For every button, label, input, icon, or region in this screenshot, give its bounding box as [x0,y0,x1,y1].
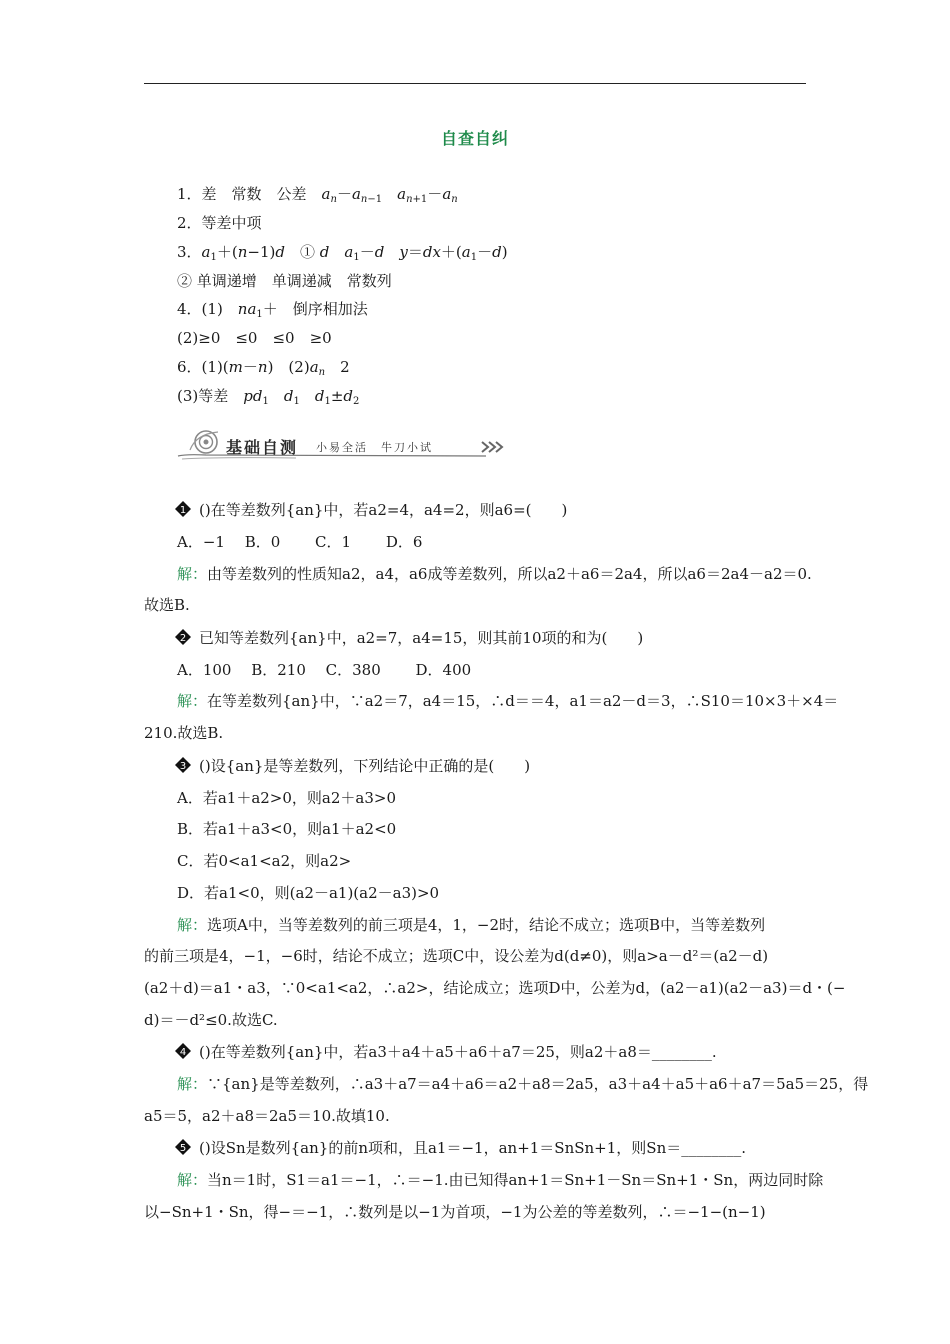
question-stem: ()设Sn是数列{an}的前n项和，且a1＝−1，an+1＝SnSn+1，则Sn＝________. [199,1139,746,1157]
svg-text:5: 5 [179,1143,187,1154]
answer-text: (3)等差 [177,387,244,405]
answer-line-6 [177,328,332,348]
solution-label: 解： [177,565,208,583]
diamond-5-icon [175,1139,191,1155]
q4-solution-1 [177,1074,868,1094]
question-5 [177,1138,746,1158]
q3-solution-4: d)＝－d²≤0.故选C. [144,1011,278,1029]
section-banner [176,426,506,464]
diamond-3-icon [175,757,191,773]
diamond-1-icon [175,501,191,517]
header-rule [144,83,806,84]
solution-text: 选项A中，当等差数列的前三项是4，1，−2时，结论不成立；选项B中，当等差数列 [207,916,766,934]
solution-text: ∵{an}是等差数列，∴a3＋a7＝a4＋a6＝a2＋a8＝2a5，a3＋a4＋a5＋a6＋a7＝5a5＝25，得 [207,1075,869,1093]
q2-solution-1 [177,691,838,711]
answer-text: 3． [177,243,202,261]
svg-text:4: 4 [179,1047,187,1058]
q2-solution-2: 210.故选B. [144,724,224,742]
answer-text: 1．差 常数 公差 [177,185,322,203]
q3-solution-2: 的前三项是4，−1，−6时，结论不成立；选项C中，设公差为d(d≠0)，则a>a－d²＝(a2－d) [144,947,769,965]
section-title: 自查自纠 [440,129,509,148]
solution-label: 解： [177,1075,208,1093]
q3-solution-1 [177,915,765,935]
question-stem: ()在等差数列{an}中，若a2=4，a4=2，则a6=( ) [199,501,568,519]
banner-title: 基础自测 [226,438,299,457]
answer-line-7: 6．(1)(m－n) $(2)a_n$ 2 [177,358,350,378]
answer-text: 2．等差中项 [177,214,262,232]
answer-text: ② 单调递增 单调递减 常数列 [177,272,392,290]
q5-solution-2: 以−Sn+1・Sn，得−＝−1，∴数列是以−1为首项，−1为公差的等差数列，∴＝−1−(n−1) [144,1203,766,1221]
diamond-4-icon [175,1043,191,1059]
solution-text: 在等差数列{an}中，∵a2＝7，a4＝15，∴d＝＝4，a1＝a2－d＝3，∴S10＝10×3＋×4＝ [207,692,839,710]
answer-line-2 [177,213,262,233]
banner-subtitle: 小易全活 牛刀小试 [316,441,433,454]
q2-options: A．100 B．210 C．380 D．400 [177,661,472,679]
question-stem: ()设{an}是等差数列，下列结论中正确的是( ) [199,757,531,775]
question-4 [177,1042,717,1062]
q4-solution-2: a5＝5，a2＋a8＝2a5＝10.故填10. [144,1107,390,1125]
q1-solution-2: 故选B. [144,596,190,614]
question-stem: 已知等差数列{an}中，a2=7，a4=15，则其前10项的和为( ) [199,629,644,647]
answer-text: 4．(1) [177,300,238,318]
q5-solution-1 [177,1170,823,1190]
question-2 [177,628,643,648]
q3-option-d: D．若a1<0，则(a2－a1)(a2－a3)>0 [177,884,440,902]
q1-solution-1 [177,564,812,584]
answer-text: 6．(1)( [177,358,229,376]
svg-text:1: 1 [179,505,187,516]
q3-solution-3: (a2＋d)＝a1・a3，∵0<a1<a2，∴a2>，结论成立；选项D中，公差为d，(a2－a1)(a2－a3)＝d・(− [144,979,846,997]
solution-label: 解： [177,1171,208,1189]
diamond-2-icon [175,629,191,645]
question-stem: ()在等差数列{an}中，若a3＋a4＋a5＋a6＋a7＝25，则a2＋a8＝________. [199,1043,717,1061]
solution-text: 当n＝1时，S1＝a1＝−1，∴＝−1.由已知得an+1＝Sn+1－Sn＝Sn+1・Sn，两边同时除 [207,1171,824,1189]
answer-line-8: (3)等差 $pd_1$ $d_1$ $d_1\pm d_2$ [177,387,360,407]
solution-label: 解： [177,692,208,710]
answer-line-1: 1．差 常数 公差 $a_n-a_{n-1}$ $a_{n+1}-a_n$ [177,185,458,205]
svg-text:3: 3 [179,761,187,772]
answer-line-5: 4．(1) $na_1+$ 倒序相加法 [177,300,368,320]
q1-options: A．−1 B．0 C．1 D．6 [177,533,423,551]
q3-option-a: A．若a1＋a2>0，则a2＋a3>0 [177,789,397,807]
svg-text:2: 2 [179,633,187,644]
answer-line-4 [177,271,392,291]
q3-option-c: C．若0<a1<a2，则a2> [177,852,352,870]
solution-text: 由等差数列的性质知a2，a4，a6成等差数列，所以a2＋a6＝2a4，所以a6＝2a4－a2＝0. [207,565,812,583]
question-3 [177,756,530,776]
question-1 [177,500,567,520]
answer-line-3: 3．$a_1+(n-1)d$ ① d $a_1-d$ $y=dx+(a_1-d)$ [177,243,508,263]
answer-text: (2)≥0 ≤0 ≤0 ≥0 [177,329,332,347]
solution-label: 解： [177,916,208,934]
q3-option-b: B．若a1＋a3<0，则a1＋a2<0 [177,820,397,838]
